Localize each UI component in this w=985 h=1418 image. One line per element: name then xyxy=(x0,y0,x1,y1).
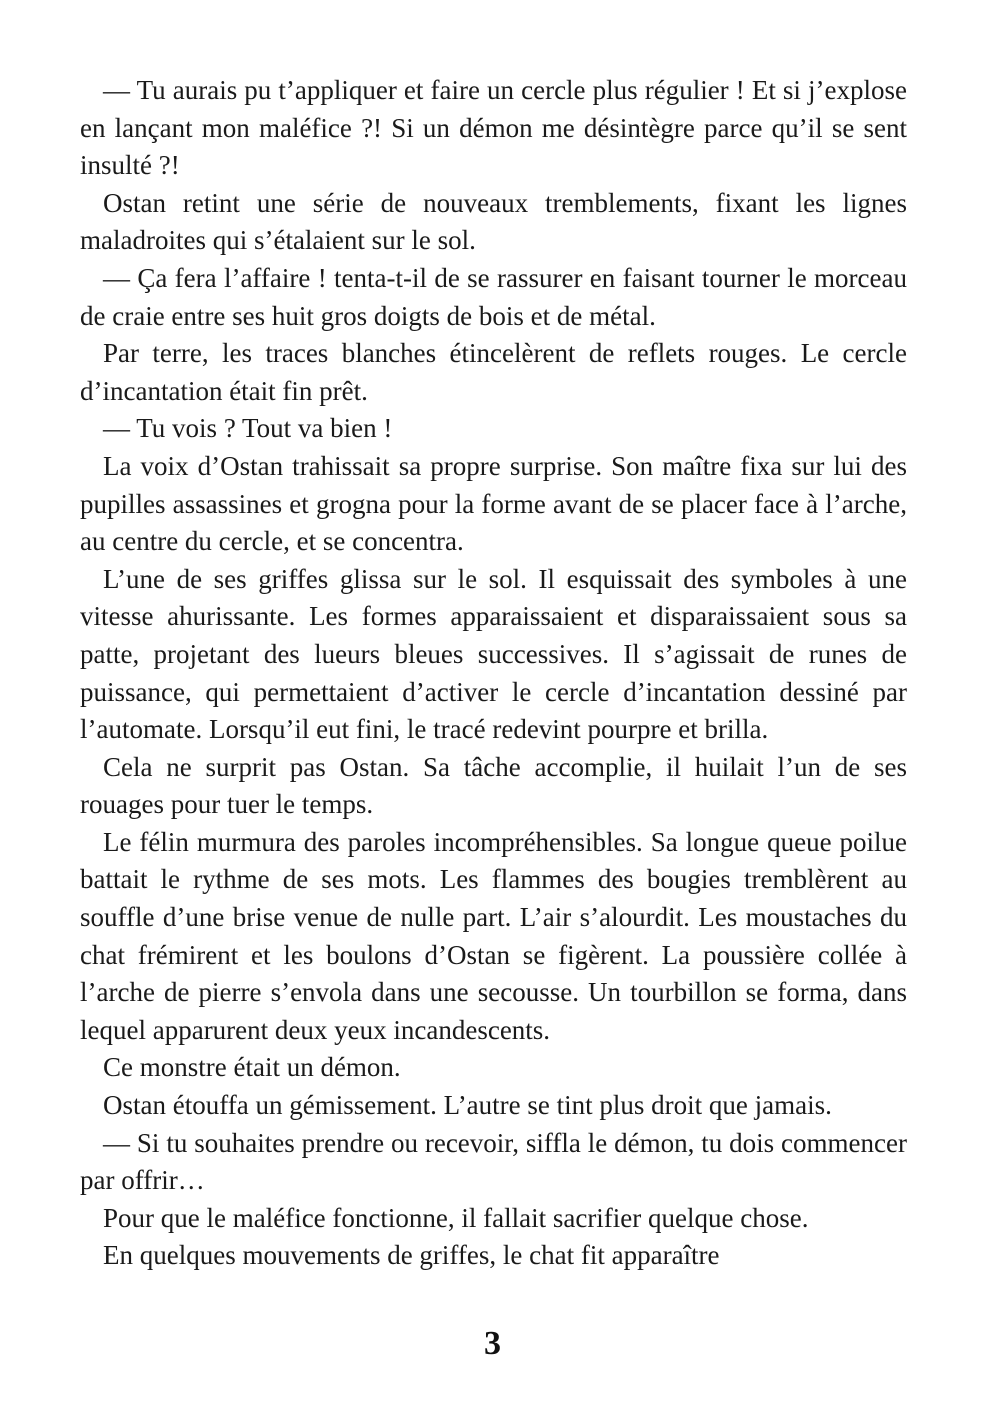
paragraph: Ostan étouffa un gémissement. L’autre se tint plus droit que jamais. xyxy=(103,1090,832,1121)
paragraph: — Tu aurais pu t’appliquer et faire un cercle plus régulier ! Et si j’explose en lançant mon maléfice ?! Si un démon me désintègre parce qu’il se sent insulté ?! xyxy=(80,75,907,181)
paragraph: Le félin murmura des paroles incompréhensibles. Sa longue queue poilue battait le rythme de ses mots. Les flammes des bougies tremblèrent au souffle d’une brise venue de nulle part. L’air s’alourdit. Les moustaches du chat frémirent et les boulons d’Ostan se figèrent. La poussière collée à l’arche de pierre s’envola dans une secousse. Un tourbillon se forma, dans lequel apparurent deux yeux incandescents. xyxy=(80,826,907,1045)
paragraph: — Ça fera l’affaire ! tenta-t-il de se rassurer en faisant tourner le morceau de craie entre ses huit gros doigts de bois et de métal. xyxy=(80,262,907,331)
paragraph: L’une de ses griffes glissa sur le sol. Il esquissait des symboles à une vitesse ahurissante. Les formes apparaissaient et disparaissaient sous sa patte, projetant des lueurs bleues successives. Il s’agissait de runes de puissance, qui permettaient d’activer le cercle d’incantation dessiné par l’automate. Lorsqu’il eut fini, le tracé redevint pourpre et brilla. xyxy=(80,563,907,745)
paragraph: — Si tu souhaites prendre ou recevoir, siffla le démon, tu dois commencer par offrir… xyxy=(80,1127,907,1196)
page-number: 3 xyxy=(484,1325,501,1362)
paragraph: Ostan retint une série de nouveaux tremblements, fixant les lignes maladroites qui s’étalaient sur le sol. xyxy=(80,187,907,256)
paragraph: Par terre, les traces blanches étincelèrent de reflets rouges. Le cercle d’incantation était fin prêt. xyxy=(80,338,907,406)
paragraph: En quelques mouvements de griffes, le chat fit apparaître xyxy=(103,1240,720,1271)
paragraph: Cela ne surprit pas Ostan. Sa tâche accomplie, il huilait l’un de ses rouages pour tuer le temps. xyxy=(80,751,907,820)
paragraph: — Tu vois ? Tout va bien ! xyxy=(103,413,393,444)
paragraph: Pour que le maléfice fonctionne, il fallait sacrifier quelque chose. xyxy=(103,1202,809,1233)
paragraph: La voix d’Ostan trahissait sa propre surprise. Son maître fixa sur lui des pupilles assassines et grogna pour la forme avant de se placer face à l’arche, au centre du cercle, et se concentra. xyxy=(80,450,907,557)
page-body xyxy=(80,72,907,1275)
paragraph: Ce monstre était un démon. xyxy=(103,1052,401,1083)
